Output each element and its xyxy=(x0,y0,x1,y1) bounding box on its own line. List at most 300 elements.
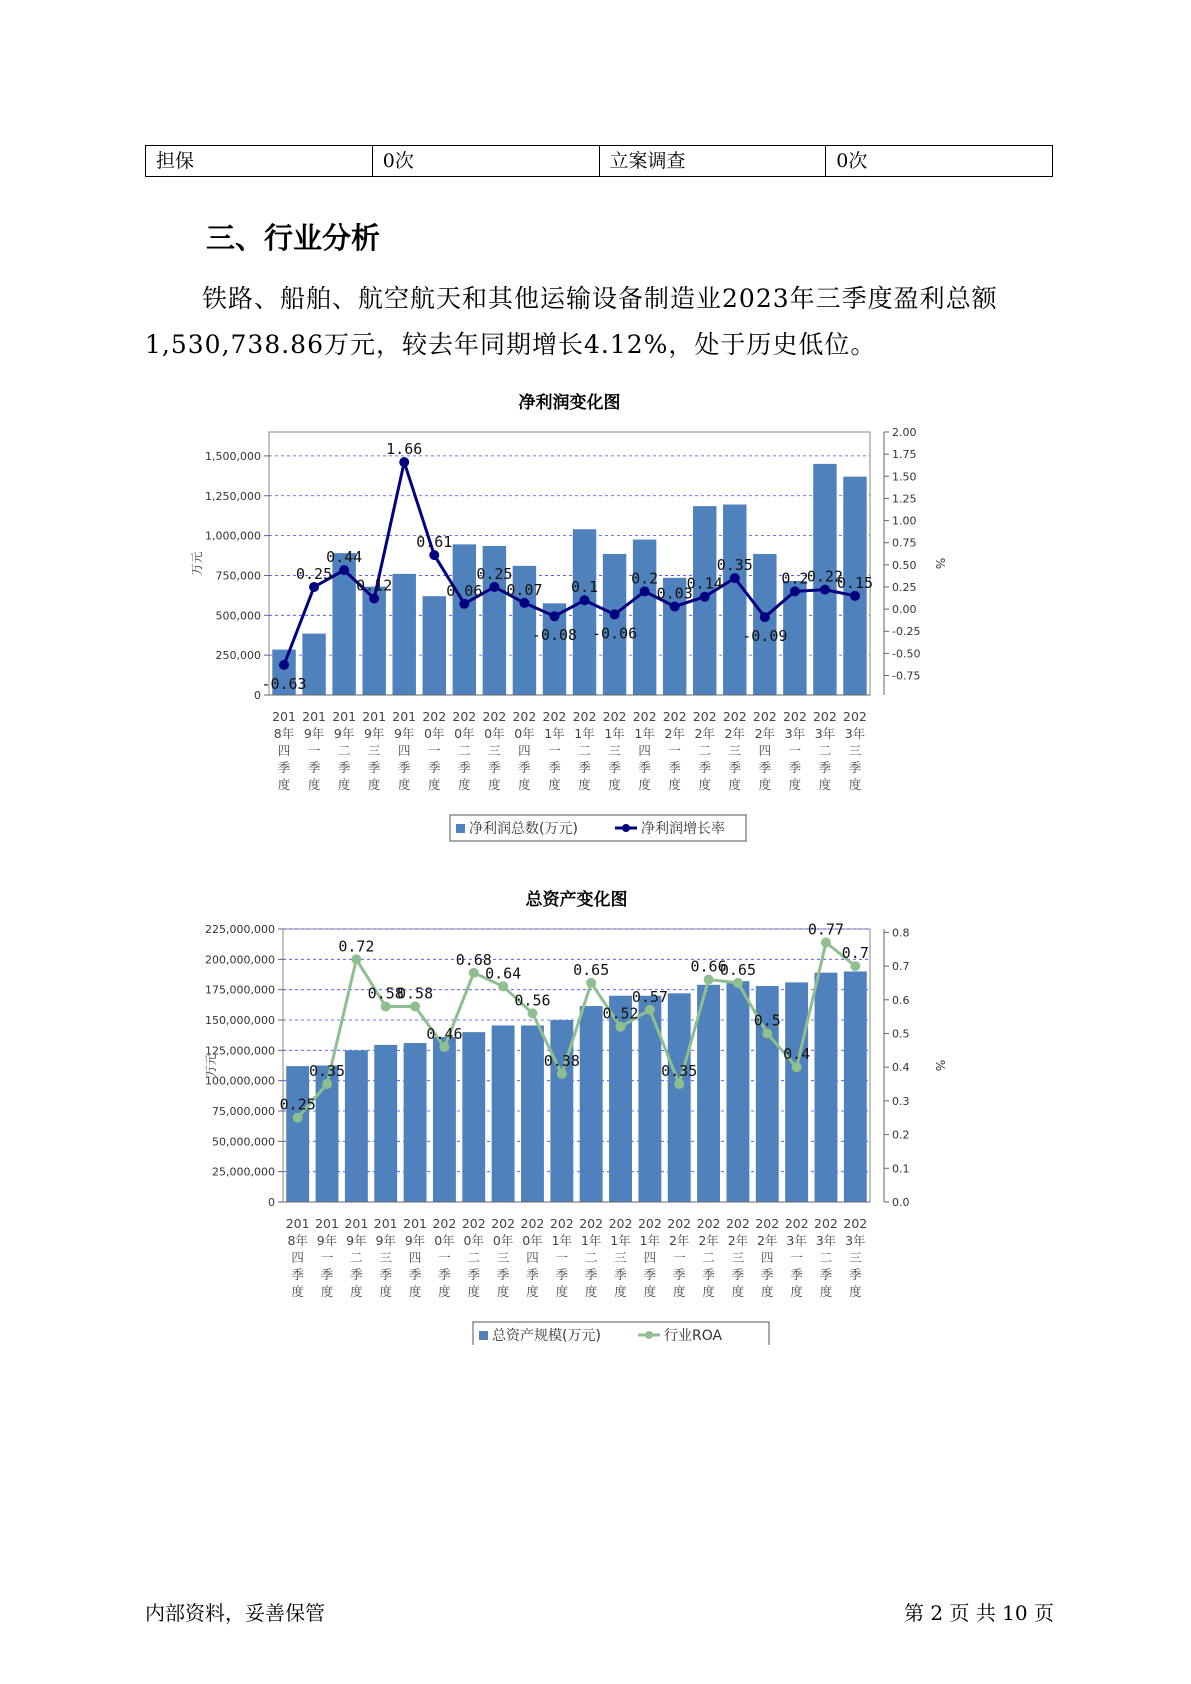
y2-tick-label: -0.25 xyxy=(892,625,921,639)
x-tick-label: 0年 xyxy=(484,726,505,741)
x-tick-label: 9年 xyxy=(346,1233,367,1248)
x-tick-label: 202 xyxy=(461,1216,486,1231)
x-tick-label: 度 xyxy=(397,777,411,792)
x-tick-label: 二 xyxy=(578,743,591,758)
data-label: 1.66 xyxy=(386,440,423,459)
x-tick-label: 201 xyxy=(392,709,417,724)
line-point xyxy=(459,599,469,609)
x-tick-label: 一 xyxy=(320,1250,334,1265)
data-label: 0.25 xyxy=(476,564,513,583)
x-tick-label: 202 xyxy=(579,1216,604,1231)
line-point xyxy=(339,565,349,575)
legend-line-label: 行业ROA xyxy=(664,1328,723,1344)
x-tick-label: 度 xyxy=(320,1284,334,1299)
x-tick-label: 度 xyxy=(668,777,681,792)
x-tick-label: 0年 xyxy=(522,1233,543,1248)
x-tick-label: 201 xyxy=(315,1216,339,1231)
x-tick-label: 季 xyxy=(668,760,681,775)
x-tick-label: 度 xyxy=(555,1284,569,1299)
line-point xyxy=(498,981,508,991)
y-tick-label: 200,000,000 xyxy=(205,953,275,967)
x-tick-label: 202 xyxy=(667,1216,692,1231)
y-tick-label: 250,000 xyxy=(215,649,261,663)
x-tick-label: 季 xyxy=(458,760,471,775)
legend-bar-label: 总资产规模(万元) xyxy=(492,1328,601,1344)
bar xyxy=(723,505,746,695)
line-point xyxy=(821,937,831,947)
line-point xyxy=(645,1005,655,1015)
section-paragraph: 铁路、船舶、航空航天和其他运输设备制造业2023年三季度盈利总额1,530,738.86万元，较去年同期增长4.12%，处于历史低位。 xyxy=(145,284,998,359)
x-tick-label: 202 xyxy=(512,709,537,724)
y2-tick-label: -0.50 xyxy=(892,647,921,661)
net-profit-chart xyxy=(165,388,1045,848)
x-tick-label: 季 xyxy=(438,1267,451,1282)
x-tick-label: 201 xyxy=(373,1216,398,1231)
bar xyxy=(631,540,659,695)
x-tick-label: 季 xyxy=(397,760,411,775)
x-tick-label: 201 xyxy=(302,709,327,724)
data-label: 0.64 xyxy=(485,964,522,983)
y-tick-label: 175,000,000 xyxy=(205,983,275,997)
line-point xyxy=(351,954,361,964)
x-tick-label: 季 xyxy=(555,1267,569,1282)
data-label: 0.65 xyxy=(719,960,756,979)
x-tick-label: 0年 xyxy=(492,1233,514,1248)
x-tick-label: 202 xyxy=(422,709,447,724)
x-tick-label: 202 xyxy=(452,709,477,724)
line-point xyxy=(399,457,409,467)
x-tick-label: 度 xyxy=(291,1284,304,1299)
x-tick-label: 三 xyxy=(379,1250,392,1265)
data-label: 0.52 xyxy=(602,1004,639,1023)
line-point xyxy=(762,1028,772,1038)
x-tick-label: 202 xyxy=(784,1216,809,1231)
x-tick-label: 度 xyxy=(818,777,832,792)
x-tick-label: 3年 xyxy=(814,726,836,741)
x-tick-label: 202 xyxy=(549,1216,574,1231)
line-point xyxy=(527,1008,537,1018)
y2-tick-label: 1.75 xyxy=(892,448,917,462)
x-tick-label: 3年 xyxy=(815,1233,837,1248)
x-tick-label: 1年 xyxy=(551,1233,573,1248)
line-point xyxy=(760,612,770,622)
x-tick-label: 度 xyxy=(467,1284,481,1299)
x-tick-label: 202 xyxy=(843,1216,868,1231)
x-tick-label: 202 xyxy=(752,709,777,724)
x-tick-label: 202 xyxy=(637,1216,662,1231)
y-axis-label: 万元 xyxy=(204,1053,218,1078)
x-tick-label: 9年 xyxy=(404,1233,426,1248)
chart-title: 总资产变化图 xyxy=(525,890,628,910)
data-label: 0.03 xyxy=(656,584,693,603)
x-tick-label: 二 xyxy=(819,1250,833,1265)
bar xyxy=(433,1037,456,1202)
x-tick-label: 度 xyxy=(761,1284,774,1299)
x-tick-label: 202 xyxy=(432,1216,457,1231)
x-tick-label: 度 xyxy=(584,1284,598,1299)
table-row xyxy=(146,146,1053,177)
x-tick-label: 二 xyxy=(467,1250,481,1265)
x-tick-label: 1年 xyxy=(544,726,565,741)
x-tick-label: 度 xyxy=(548,777,561,792)
x-tick-label: 202 xyxy=(725,1216,750,1231)
line-point xyxy=(580,595,590,605)
x-tick-label: 3年 xyxy=(845,1233,866,1248)
legend-bar-swatch xyxy=(479,1331,488,1340)
data-label: 0.56 xyxy=(514,991,551,1010)
bar xyxy=(462,1032,485,1202)
data-label: 0.35 xyxy=(308,1062,346,1081)
x-tick-label: 201 xyxy=(344,1216,369,1231)
y2-tick-label: 0.75 xyxy=(892,536,917,550)
line-point xyxy=(704,975,714,985)
x-tick-label: 四 xyxy=(291,1250,304,1265)
x-tick-label: 季 xyxy=(584,1267,598,1282)
x-tick-label: 季 xyxy=(379,1267,392,1282)
x-tick-label: 度 xyxy=(518,777,531,792)
x-tick-label: 季 xyxy=(350,1267,363,1282)
chart-title: 净利润变化图 xyxy=(518,393,621,413)
y-tick-label: 750,000 xyxy=(215,569,261,583)
x-tick-label: 0年 xyxy=(514,726,535,741)
x-tick-label: 度 xyxy=(496,1284,510,1299)
line-point xyxy=(309,582,319,592)
x-tick-label: 季 xyxy=(337,760,351,775)
y-tick-label: 1,000,000 xyxy=(205,529,261,543)
x-tick-label: 季 xyxy=(849,1267,862,1282)
bar xyxy=(393,574,416,695)
x-tick-label: 一 xyxy=(672,1250,686,1265)
data-label: 0.61 xyxy=(416,533,453,552)
x-tick-label: 四 xyxy=(408,1250,422,1265)
x-tick-label: 8年 xyxy=(287,1233,308,1248)
y2-tick-label: 1.50 xyxy=(892,470,917,484)
data-label: 0.72 xyxy=(338,937,375,956)
x-tick-label: 三 xyxy=(608,743,621,758)
x-tick-label: 度 xyxy=(638,777,651,792)
x-tick-label: 0年 xyxy=(424,726,445,741)
y2-tick-label: 0.4 xyxy=(892,1061,910,1075)
line-point xyxy=(850,591,860,601)
y-tick-label: 150,000,000 xyxy=(205,1014,275,1027)
x-tick-label: 2年 xyxy=(757,1233,778,1248)
x-tick-label: 度 xyxy=(438,1284,451,1299)
line-point xyxy=(519,598,529,608)
y2-tick-label: 1.25 xyxy=(892,492,917,506)
line-point xyxy=(730,573,740,583)
x-tick-label: 201 xyxy=(332,709,357,724)
bar xyxy=(374,1045,397,1202)
x-tick-label: 四 xyxy=(643,1250,657,1265)
footer-confidential: 内部资料，妥善保管 xyxy=(145,1601,325,1625)
x-tick-label: 季 xyxy=(614,1267,627,1282)
net-profit-chart-svg xyxy=(165,388,1045,848)
footer-page-number: 第 2 页 共 10 页 xyxy=(904,1601,1054,1625)
y2-axis-label: % xyxy=(933,1059,947,1072)
x-tick-label: 2年 xyxy=(754,726,776,741)
bar xyxy=(753,554,776,695)
x-tick-label: 度 xyxy=(578,777,591,792)
x-tick-label: 一 xyxy=(788,743,802,758)
total-assets-chart-svg xyxy=(165,885,1045,1345)
bar xyxy=(521,1025,544,1202)
x-tick-label: 季 xyxy=(728,760,742,775)
line-point xyxy=(429,550,439,560)
legend-line-marker xyxy=(645,1331,653,1339)
data-label: 0.57 xyxy=(631,987,668,1006)
x-tick-label: 202 xyxy=(482,709,507,724)
data-label: 0.38 xyxy=(543,1051,580,1070)
x-tick-label: 四 xyxy=(277,743,291,758)
line-point xyxy=(410,1002,420,1012)
x-tick-label: 201 xyxy=(362,709,387,724)
table-cell: 0次 xyxy=(372,146,599,177)
data-label: 0.06 xyxy=(446,581,483,600)
x-tick-label: 三 xyxy=(731,1250,745,1265)
x-tick-label: 度 xyxy=(819,1284,833,1299)
x-tick-label: 三 xyxy=(496,1250,510,1265)
x-tick-label: 季 xyxy=(307,760,321,775)
bar xyxy=(815,973,838,1202)
x-tick-label: 2年 xyxy=(727,1233,749,1248)
x-tick-label: 三 xyxy=(728,743,742,758)
info-table xyxy=(145,145,1053,177)
data-label: 0.35 xyxy=(716,556,753,575)
section-heading: 三、行业分析 xyxy=(206,221,381,255)
x-tick-label: 季 xyxy=(758,760,772,775)
x-tick-label: 202 xyxy=(722,709,747,724)
data-label: 0.12 xyxy=(356,576,393,595)
data-label: -0.63 xyxy=(261,674,307,693)
y2-tick-label: 0.6 xyxy=(892,993,910,1007)
line-point xyxy=(640,586,650,596)
table-cell: 0次 xyxy=(826,146,1053,177)
data-label: 0.7 xyxy=(841,944,869,963)
x-tick-label: 一 xyxy=(548,743,561,758)
y2-tick-label: -0.75 xyxy=(892,669,921,683)
x-tick-label: 度 xyxy=(758,777,772,792)
x-tick-label: 季 xyxy=(698,760,711,775)
table-cell: 立案调查 xyxy=(599,146,826,177)
data-label: 0.4 xyxy=(783,1045,811,1064)
x-tick-label: 9年 xyxy=(333,726,355,741)
x-tick-label: 8年 xyxy=(273,726,295,741)
line-point xyxy=(293,1113,303,1123)
x-tick-label: 季 xyxy=(496,1267,510,1282)
x-tick-label: 度 xyxy=(848,777,862,792)
legend-line-marker xyxy=(622,824,630,832)
x-tick-label: 季 xyxy=(672,1267,686,1282)
line-point xyxy=(439,1042,449,1052)
line-point xyxy=(610,609,620,619)
data-label: 0.07 xyxy=(506,580,543,599)
data-label: 0.1 xyxy=(570,578,599,597)
line-point xyxy=(733,978,743,988)
line-point xyxy=(322,1079,332,1089)
y-tick-label: 1,250,000 xyxy=(205,489,261,503)
total-assets-chart xyxy=(165,885,1045,1345)
line-point xyxy=(557,1069,567,1079)
x-tick-label: 季 xyxy=(578,760,591,775)
x-tick-label: 201 xyxy=(272,709,296,724)
data-label: 0.58 xyxy=(367,984,404,1003)
line-point xyxy=(549,611,559,621)
x-tick-label: 度 xyxy=(614,1284,627,1299)
x-tick-label: 1年 xyxy=(580,1233,602,1248)
line-point xyxy=(616,1022,626,1032)
x-tick-label: 度 xyxy=(672,1284,686,1299)
y2-tick-label: 1.00 xyxy=(892,514,917,528)
x-tick-label: 度 xyxy=(698,777,711,792)
x-tick-label: 四 xyxy=(397,743,411,758)
x-tick-label: 一 xyxy=(438,1250,451,1265)
x-tick-label: 一 xyxy=(428,743,441,758)
bar xyxy=(345,1050,368,1202)
data-label: 0.14 xyxy=(686,574,723,593)
x-tick-label: 度 xyxy=(849,1284,862,1299)
x-tick-label: 9年 xyxy=(303,726,325,741)
data-label: 0.25 xyxy=(296,564,333,583)
x-tick-label: 四 xyxy=(638,743,651,758)
x-tick-label: 季 xyxy=(848,760,862,775)
data-label: 0.68 xyxy=(455,950,492,969)
x-tick-label: 季 xyxy=(277,760,291,775)
x-tick-label: 202 xyxy=(572,709,597,724)
x-tick-label: 度 xyxy=(337,777,351,792)
x-tick-label: 202 xyxy=(843,709,867,724)
x-tick-label: 3年 xyxy=(784,726,806,741)
x-tick-label: 202 xyxy=(542,709,567,724)
x-tick-label: 9年 xyxy=(363,726,385,741)
x-tick-label: 季 xyxy=(428,760,441,775)
x-tick-label: 9年 xyxy=(393,726,415,741)
y-tick-label: 25,000,000 xyxy=(212,1165,275,1179)
y-tick-label: 225,000,000 xyxy=(205,923,275,936)
line-point xyxy=(700,592,710,602)
x-tick-label: 度 xyxy=(307,777,321,792)
line-point xyxy=(670,601,680,611)
line-point xyxy=(674,1079,684,1089)
legend-bar-swatch xyxy=(456,824,465,833)
x-tick-label: 度 xyxy=(526,1284,539,1299)
x-tick-label: 度 xyxy=(790,1284,803,1299)
x-tick-label: 度 xyxy=(379,1284,392,1299)
x-tick-label: 二 xyxy=(337,743,351,758)
x-tick-label: 度 xyxy=(728,777,742,792)
x-tick-label: 201 xyxy=(403,1216,428,1231)
legend-bar-label: 净利润总数(万元) xyxy=(469,821,578,837)
data-label: -0.09 xyxy=(742,627,788,646)
line-point xyxy=(369,593,379,603)
bar xyxy=(697,985,720,1202)
data-label: 0.65 xyxy=(573,960,610,979)
data-label: 0.5 xyxy=(753,1011,781,1030)
x-tick-label: 度 xyxy=(731,1284,745,1299)
x-tick-label: 季 xyxy=(818,760,832,775)
x-tick-label: 2年 xyxy=(664,726,685,741)
y-tick-label: 500,000 xyxy=(215,609,261,623)
bar xyxy=(580,1006,603,1202)
x-tick-label: 度 xyxy=(277,777,291,792)
x-tick-label: 一 xyxy=(307,743,321,758)
x-tick-label: 3年 xyxy=(844,726,866,741)
x-tick-label: 二 xyxy=(818,743,832,758)
x-tick-label: 季 xyxy=(408,1267,422,1282)
x-tick-label: 季 xyxy=(367,760,381,775)
x-tick-label: 度 xyxy=(458,777,471,792)
x-tick-label: 202 xyxy=(812,709,837,724)
x-tick-label: 季 xyxy=(702,1267,715,1282)
x-tick-label: 度 xyxy=(367,777,381,792)
bar xyxy=(726,981,749,1202)
line-point xyxy=(279,660,289,670)
bar xyxy=(570,529,599,695)
y2-tick-label: 0.0 xyxy=(892,1196,910,1209)
x-tick-label: 0年 xyxy=(454,726,475,741)
line-point xyxy=(586,978,596,988)
x-tick-label: 度 xyxy=(643,1284,657,1299)
data-label: 0.44 xyxy=(326,548,363,567)
x-tick-label: 202 xyxy=(814,1216,838,1231)
bar xyxy=(286,1066,309,1202)
x-tick-label: 季 xyxy=(488,760,501,775)
x-tick-label: 二 xyxy=(458,743,471,758)
line-point xyxy=(790,586,800,596)
y-tick-label: 50,000,000 xyxy=(212,1135,275,1149)
data-label: 0.46 xyxy=(426,1024,463,1043)
x-tick-label: 201 xyxy=(285,1216,310,1231)
x-tick-label: 四 xyxy=(518,743,531,758)
bar xyxy=(404,1043,427,1202)
x-tick-label: 季 xyxy=(790,1267,803,1282)
x-tick-label: 202 xyxy=(608,1216,633,1231)
data-label: 0.58 xyxy=(397,984,434,1003)
x-tick-label: 季 xyxy=(819,1267,833,1282)
y2-tick-label: 2.00 xyxy=(892,426,917,439)
x-tick-label: 三 xyxy=(848,743,862,758)
x-tick-label: 二 xyxy=(350,1250,363,1265)
y-tick-label: 1,500,000 xyxy=(205,449,261,463)
x-tick-label: 2年 xyxy=(668,1233,690,1248)
y2-tick-label: 0.50 xyxy=(892,558,917,572)
bar xyxy=(492,1025,515,1202)
x-tick-label: 1年 xyxy=(610,1233,631,1248)
x-tick-label: 度 xyxy=(408,1284,422,1299)
bar xyxy=(783,982,811,1202)
x-tick-label: 季 xyxy=(643,1267,657,1282)
x-tick-label: 1年 xyxy=(634,726,655,741)
x-tick-label: 202 xyxy=(491,1216,516,1231)
y-tick-label: 0 xyxy=(254,689,261,702)
bar xyxy=(844,971,867,1202)
x-tick-label: 季 xyxy=(467,1267,481,1282)
data-label: -0.06 xyxy=(591,624,638,643)
x-tick-label: 202 xyxy=(520,1216,545,1231)
x-tick-label: 季 xyxy=(608,760,621,775)
x-tick-label: 2年 xyxy=(698,1233,719,1248)
y-tick-label: 75,000,000 xyxy=(212,1105,275,1118)
x-tick-label: 季 xyxy=(788,760,802,775)
x-tick-label: 季 xyxy=(548,760,561,775)
x-tick-label: 二 xyxy=(702,1250,715,1265)
x-tick-label: 2年 xyxy=(724,726,746,741)
x-tick-label: 三 xyxy=(614,1250,627,1265)
x-tick-label: 0年 xyxy=(463,1233,485,1248)
line-point xyxy=(820,585,830,595)
x-tick-label: 202 xyxy=(755,1216,780,1231)
y-tick-label: 0 xyxy=(268,1196,275,1209)
y2-tick-label: 0.2 xyxy=(892,1128,910,1142)
